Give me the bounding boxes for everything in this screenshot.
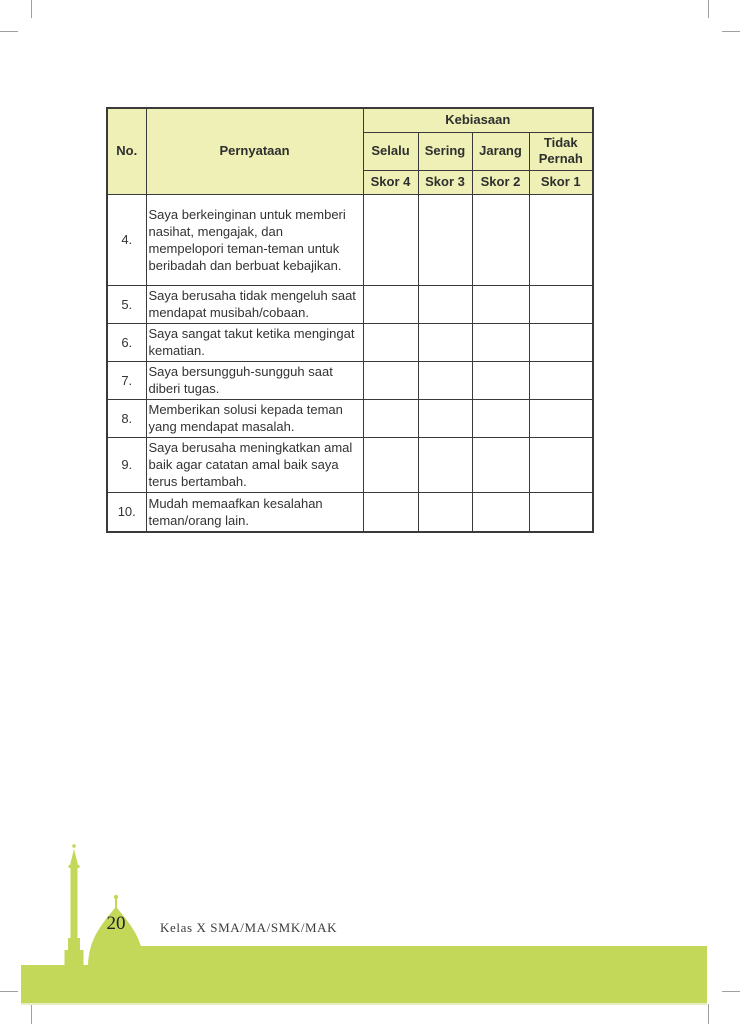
column-header-habit-group: Kebiasaan: [363, 108, 593, 132]
answer-cell-sering: [418, 492, 472, 532]
minaret-pedestal: [65, 950, 84, 970]
answer-cell-sering: [418, 194, 472, 285]
answer-cell-selalu: [363, 285, 418, 323]
answer-cell-tidak-pernah: [529, 437, 593, 492]
row-statement: Saya sangat takut ketika mengingat kematian.: [146, 323, 363, 361]
footer-band-edge: [21, 1003, 707, 1005]
table-row: [107, 323, 593, 361]
table-row: [107, 361, 593, 399]
row-statement: Saya bersungguh-sungguh saat diberi tugas.: [146, 361, 363, 399]
answer-cell-selalu: [363, 492, 418, 532]
column-header-selalu: Selalu: [363, 132, 418, 170]
column-header-statement: Pernyataan: [146, 108, 363, 194]
row-number: 8.: [107, 399, 146, 437]
crop-mark-top-right-horizontal: [722, 31, 740, 32]
answer-cell-jarang: [472, 361, 529, 399]
answer-cell-selalu: [363, 323, 418, 361]
footer-band-lower: [21, 965, 707, 1003]
assessment-table: [106, 107, 594, 533]
row-statement: Saya berusaha tidak mengeluh saat mendapat musibah/cobaan.: [146, 285, 363, 323]
answer-cell-selalu: [363, 194, 418, 285]
answer-cell-tidak-pernah: [529, 323, 593, 361]
row-number: 4.: [107, 194, 146, 285]
table-row: [107, 194, 593, 285]
row-number: 5.: [107, 285, 146, 323]
column-header-tidak-pernah: Tidak Pernah: [529, 132, 593, 170]
answer-cell-sering: [418, 285, 472, 323]
answer-cell-jarang: [472, 437, 529, 492]
crop-mark-top-right-vertical: [708, 0, 709, 18]
column-header-no: No.: [107, 108, 146, 194]
answer-cell-selalu: [363, 437, 418, 492]
footer-book-title: Kelas X SMA/MA/SMK/MAK: [160, 920, 338, 935]
row-number: 7.: [107, 361, 146, 399]
minaret-shaft: [71, 868, 78, 950]
answer-cell-sering: [418, 437, 472, 492]
answer-cell-sering: [418, 361, 472, 399]
minaret-spire: [70, 849, 79, 867]
row-statement: Mudah memaafkan kesalahan teman/orang lain.: [146, 492, 363, 532]
row-number: 6.: [107, 323, 146, 361]
answer-cell-tidak-pernah: [529, 399, 593, 437]
row-number: 9.: [107, 437, 146, 492]
header-row-group: [107, 108, 593, 132]
column-header-skor-4: Skor 4: [363, 170, 418, 194]
column-header-skor-3: Skor 3: [418, 170, 472, 194]
answer-cell-tidak-pernah: [529, 194, 593, 285]
row-number: 10.: [107, 492, 146, 532]
table-row: [107, 399, 593, 437]
minaret-finial: [72, 844, 76, 848]
table-row: [107, 285, 593, 323]
answer-cell-jarang: [472, 285, 529, 323]
minaret-flare: [69, 865, 80, 868]
answer-cell-sering: [418, 323, 472, 361]
answer-cell-sering: [418, 399, 472, 437]
answer-cell-jarang: [472, 492, 529, 532]
page-number: 20: [106, 913, 126, 934]
answer-cell-tidak-pernah: [529, 285, 593, 323]
answer-cell-tidak-pernah: [529, 492, 593, 532]
table-row: [107, 492, 593, 532]
crop-mark-top-left-horizontal: [0, 31, 18, 32]
column-header-jarang: Jarang: [472, 132, 529, 170]
row-statement: Saya berkeinginan untuk memberi nasihat, mengajak, dan mempelopori teman-teman untuk beribadah dan berbuat kebajikan.: [146, 194, 363, 285]
minaret-base: [68, 938, 80, 952]
answer-cell-selalu: [363, 361, 418, 399]
answer-cell-jarang: [472, 323, 529, 361]
table-row: [107, 437, 593, 492]
answer-cell-jarang: [472, 194, 529, 285]
crop-mark-top-left-vertical: [31, 0, 32, 18]
answer-cell-selalu: [363, 399, 418, 437]
column-header-skor-2: Skor 2: [472, 170, 529, 194]
row-statement: Saya berusaha meningkatkan amal baik agar catatan amal baik saya terus bertambah.: [146, 437, 363, 492]
answer-cell-jarang: [472, 399, 529, 437]
answer-cell-tidak-pernah: [529, 361, 593, 399]
column-header-sering: Sering: [418, 132, 472, 170]
row-statement: Memberikan solusi kepada teman yang mendapat masalah.: [146, 399, 363, 437]
column-header-skor-1: Skor 1: [529, 170, 593, 194]
